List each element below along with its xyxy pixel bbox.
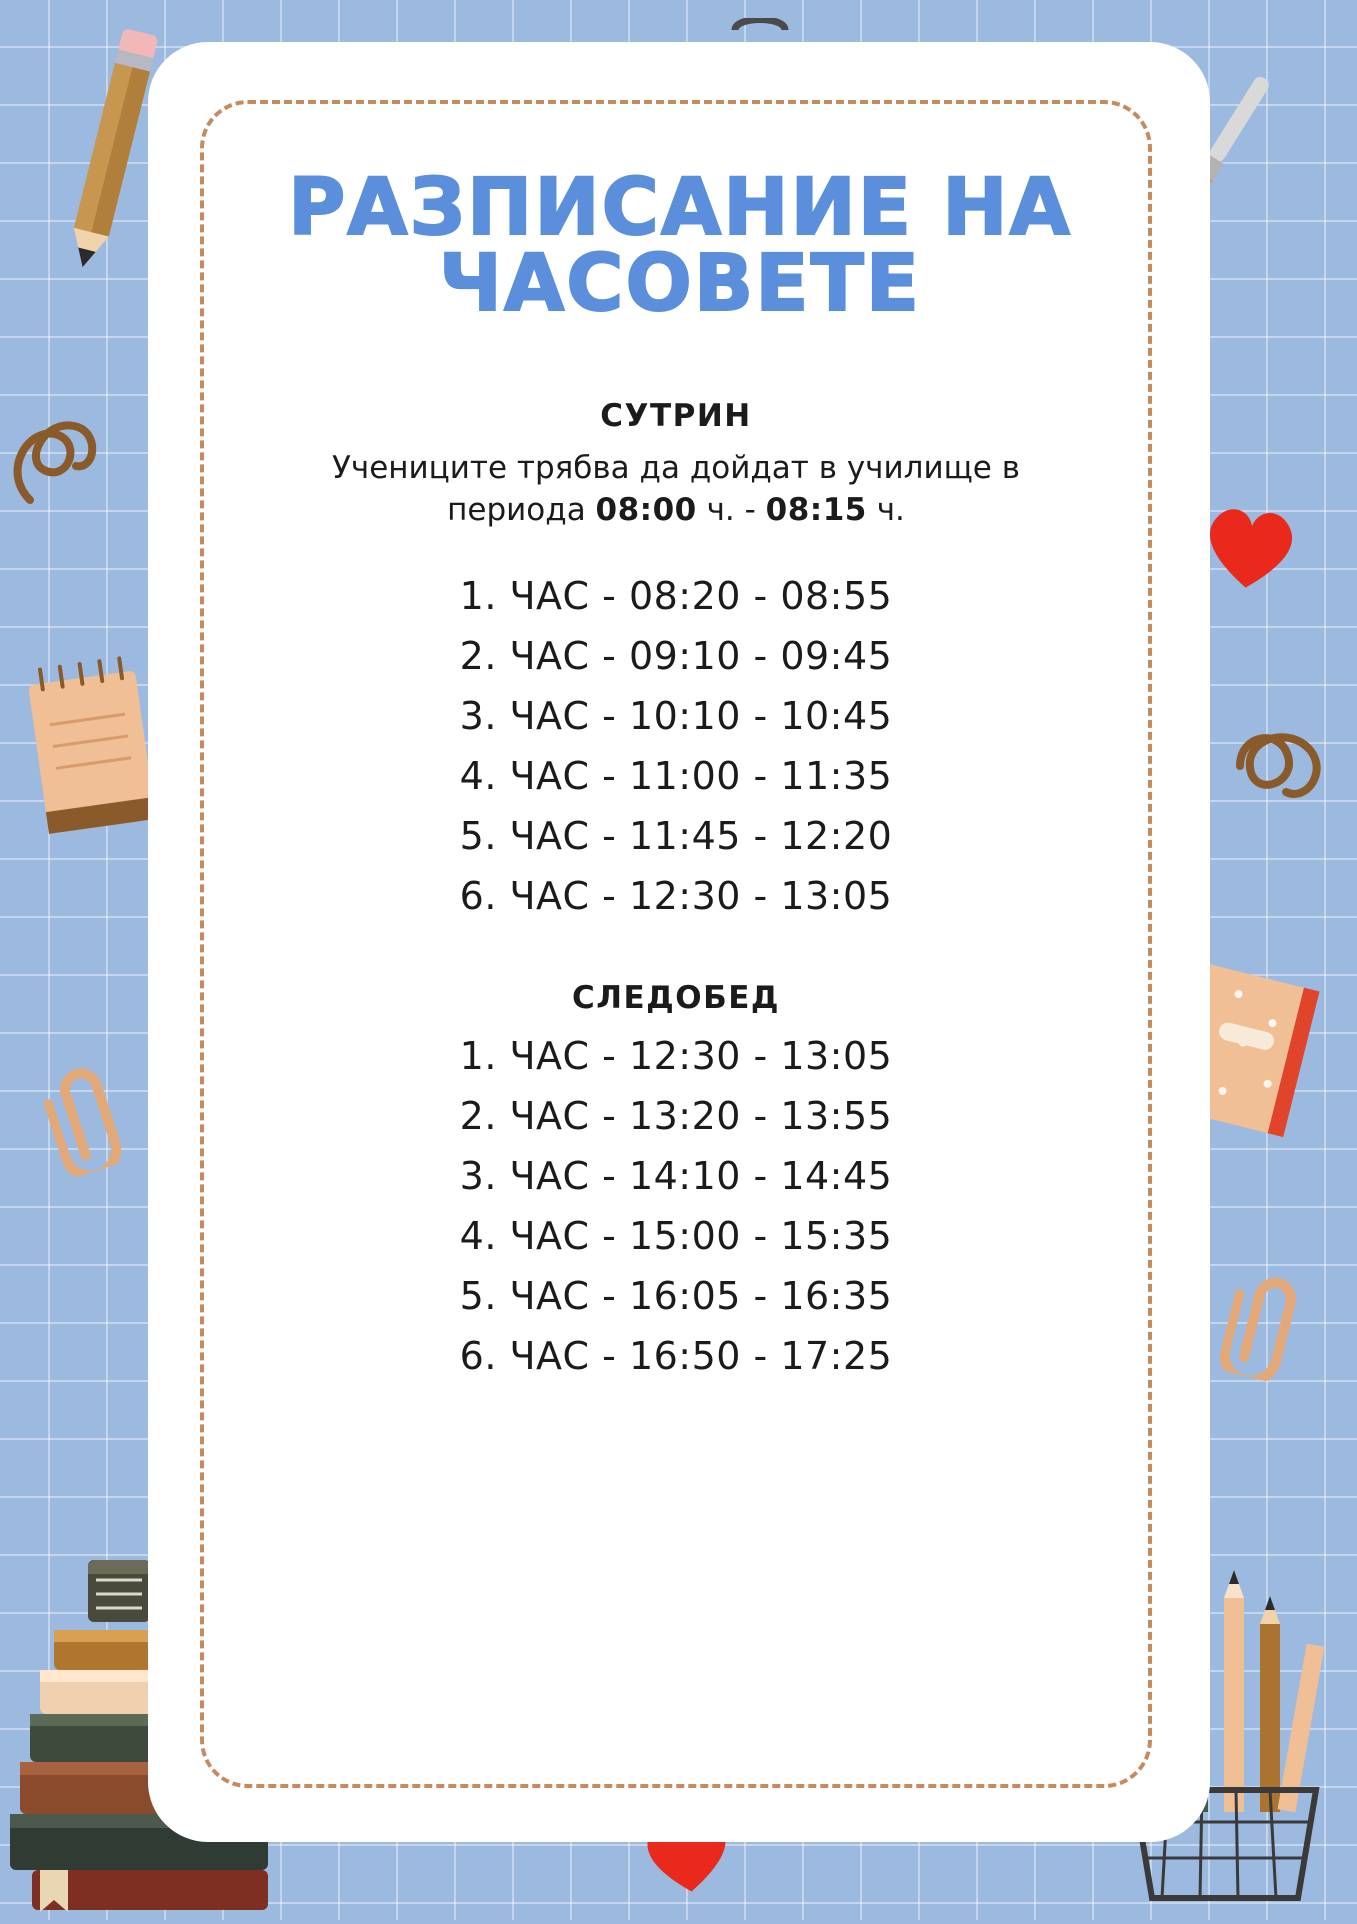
morning-intro: [200, 448, 1152, 532]
list-item: 4. ЧАС - 15:00 - 15:35: [459, 1213, 893, 1258]
squiggle-icon: [10, 390, 130, 524]
morning-intro-mid: ч. -: [696, 491, 766, 528]
list-item: 6. ЧАС - 16:50 - 17:25: [459, 1334, 893, 1379]
heart-icon: [1195, 495, 1304, 597]
page-title: [200, 163, 1160, 330]
schedule-content: [200, 398, 1152, 1386]
list-item: 2. ЧАС - 13:20 - 13:55: [459, 1093, 893, 1138]
morning-intro-time-to: 08:15: [765, 491, 867, 528]
section-spacer: [200, 926, 1152, 960]
morning-intro-suffix: ч.: [866, 491, 905, 528]
list-item: 6. ЧАС - 12:30 - 13:05: [459, 873, 893, 918]
title-line-1: РАЗПИСАНИЕ НА: [288, 163, 1072, 253]
squiggle-icon: [1228, 710, 1348, 834]
list-item: 3. ЧАС - 10:10 - 10:45: [459, 693, 893, 738]
list-item: 5. ЧАС - 11:45 - 12:20: [459, 813, 893, 858]
list-item: 3. ЧАС - 14:10 - 14:45: [459, 1153, 893, 1198]
morning-intro-prefix: Учениците трябва да дойдат в училище в периода: [331, 450, 1020, 528]
morning-lesson-list: [200, 566, 1152, 926]
list-item: 1. ЧАС - 12:30 - 13:05: [459, 1033, 893, 1078]
afternoon-lesson-list: [200, 1026, 1152, 1386]
title-line-2: ЧАСОВЕТЕ: [438, 239, 922, 330]
morning-intro-time-from: 08:00: [595, 491, 697, 528]
list-item: 2. ЧАС - 09:10 - 09:45: [459, 633, 893, 678]
list-item: 1. ЧАС - 08:20 - 08:55: [459, 573, 893, 618]
afternoon-heading: СЛЕДОБЕД: [571, 979, 781, 1016]
list-item: 5. ЧАС - 16:05 - 16:35: [459, 1274, 893, 1318]
list-item: 4. ЧАС - 11:00 - 11:35: [459, 753, 893, 798]
morning-heading: СУТРИН: [600, 398, 752, 434]
